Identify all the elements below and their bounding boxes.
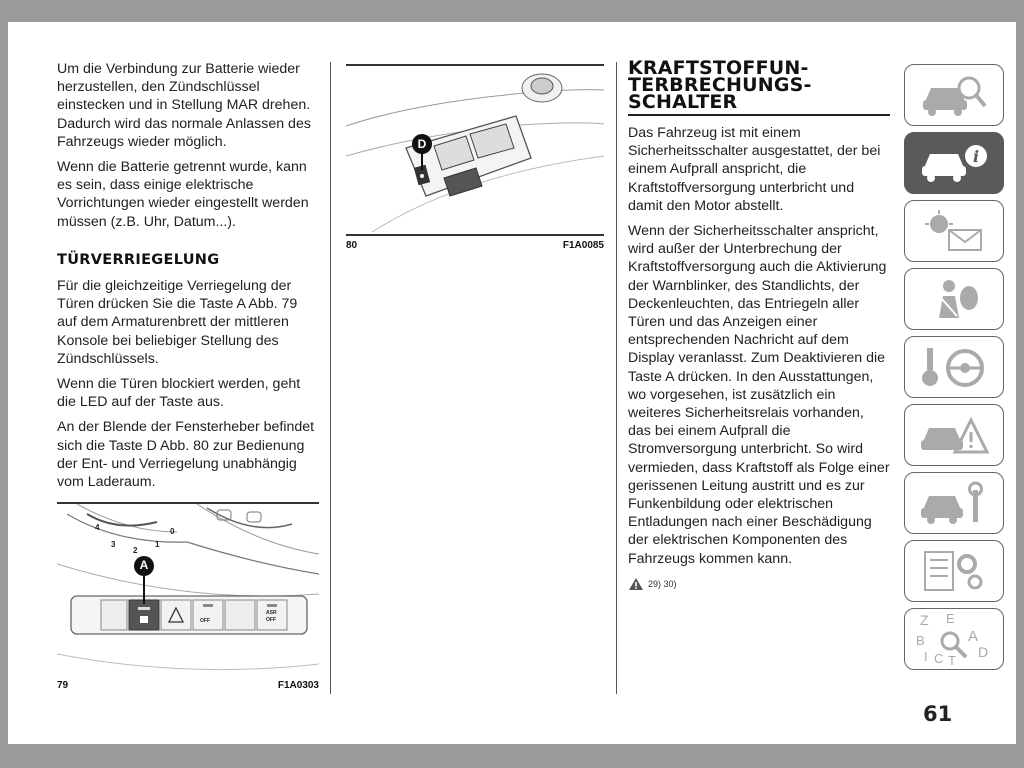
tab-lights-messages[interactable]: [904, 200, 1004, 262]
door-lock-heading: TÜRVERRIEGELUNG: [57, 251, 220, 268]
car-wrench-icon: [919, 480, 989, 526]
right-column: [628, 57, 890, 593]
list-gears-icon: [919, 548, 989, 594]
car-info-icon: [918, 140, 990, 186]
column-divider-left: [330, 62, 331, 694]
figure-80-code: F1A0085: [562, 240, 604, 251]
figure-79: [57, 502, 319, 694]
dial-label: 2: [133, 546, 138, 555]
battery-disconnect-paragraph: Wenn die Batterie getrennt wurde, kann es sein, dass einige elektrische Vorrichtungen wieder eingestellt werden müssen (z.B. Uhr, Datum...).: [57, 159, 309, 230]
dial-label: 0: [170, 527, 175, 536]
index-letter: A: [968, 628, 979, 645]
airbag-seatbelt-icon: [919, 276, 989, 322]
tab-maintenance[interactable]: [904, 472, 1004, 534]
led-paragraph: Wenn die Türen blockiert werden, geht die LED auf der Taste aus.: [57, 376, 301, 411]
tab-index[interactable]: [904, 608, 1004, 670]
tab-emergency[interactable]: [904, 404, 1004, 466]
alphabet-index-icon: [914, 611, 994, 667]
heading-line: SCHALTER: [628, 91, 738, 113]
tab-car-search[interactable]: [904, 64, 1004, 126]
callout-a: A: [139, 558, 149, 572]
esp-off-label: OFF: [200, 618, 210, 624]
safety-switch-detail-paragraph: Wenn der Sicherheitsschalter anspricht, wird außer der Unterbrechung der Kraftstoffversorgung auch die Aktivierung der Warnblinker, des Standlichts, der Deckenleuchten, das Entriegeln aller Türen und das Anzeigen einer entsprechenden Nachricht auf dem Display veranlasst. Zum Deaktivieren die Taste A drücken. In den Ausstattungen, wo vorgesehen, ist zusätzlich ein weiteres Sicherheitsrelais vorhanden, das bei einem Aufprall die Stromversorgung unterbricht. So wird vermieden, dass Kraftstoff als Folge einer gerissenen Leitung austritt und es zur Funkenbildung oder elektrischen Entladungen nach einer Beschädigung der elektrischen Komponenten des Fahrzeugs kommen kann.: [628, 223, 890, 567]
asr-label: ASR: [266, 610, 277, 616]
index-letter: B: [916, 633, 925, 648]
safety-switch-paragraph: Das Fahrzeug ist mit einem Sicherheitsschalter ausgestattet, der bei einem Aufprall anspricht, die Kraftstoffversorgung unterbricht und damit den Motor abstellt.: [628, 125, 881, 214]
light-envelope-icon: [919, 208, 989, 254]
tab-technical-data[interactable]: [904, 540, 1004, 602]
heading-line: KRAFTSTOFFUN-: [628, 57, 809, 79]
tab-safety[interactable]: [904, 268, 1004, 330]
fuel-cutoff-heading: [628, 57, 890, 116]
index-letter: D: [978, 644, 989, 660]
figure-80: [346, 62, 604, 254]
window-switch-panel-illustration: [346, 66, 604, 232]
note-references: 29) 30): [648, 578, 677, 589]
svg-text:i: i: [972, 147, 980, 166]
left-column: [57, 60, 319, 498]
car-search-icon: [919, 72, 989, 118]
dial-label: 1: [155, 540, 160, 549]
index-letter: E: [946, 611, 955, 626]
figure-79-number: 79: [57, 680, 69, 691]
index-letter: T: [948, 653, 956, 667]
heading-line: TERBRECHUNGS-: [628, 74, 812, 96]
callout-d: D: [417, 137, 427, 151]
manual-page: [8, 22, 1016, 744]
figure-79-code: F1A0303: [277, 680, 319, 691]
door-lock-paragraph: Für die gleichzeitige Verriegelung der Türen drücken Sie die Taste A Abb. 79 auf dem Armaturenbrett der mittleren Konsole bei beliebiger Stellung des Zündschlüssels.: [57, 278, 298, 367]
tab-starting-driving[interactable]: [904, 336, 1004, 398]
index-letter: C: [934, 651, 944, 666]
battery-paragraph: Um die Verbindung zur Batterie wieder herzustellen, den Zündschlüssel einstecken und in Stellung MAR drehen. Dadurch wird das normale Anlassen des Fahrzeugs wieder möglich.: [57, 61, 311, 150]
index-letter: Z: [920, 612, 929, 628]
tab-car-info[interactable]: [904, 132, 1004, 194]
page-number: 61: [923, 702, 953, 726]
car-warning-icon: [919, 412, 989, 458]
dial-label: 3: [111, 540, 116, 549]
index-letter: I: [924, 649, 928, 664]
figure-80-number: 80: [346, 240, 358, 251]
warning-note: [628, 575, 890, 593]
asr-off-label: OFF: [266, 617, 276, 623]
key-steering-wheel-icon: [919, 344, 989, 390]
dial-label: 4: [95, 523, 100, 532]
warning-triangle-icon: [628, 577, 644, 591]
column-divider-right: [616, 62, 617, 694]
window-button-paragraph: An der Blende der Fensterheber befindet sich die Taste D Abb. 80 zur Bedienung der Ent- und Verriegelung unabhängig vom Laderaum.: [57, 419, 315, 491]
